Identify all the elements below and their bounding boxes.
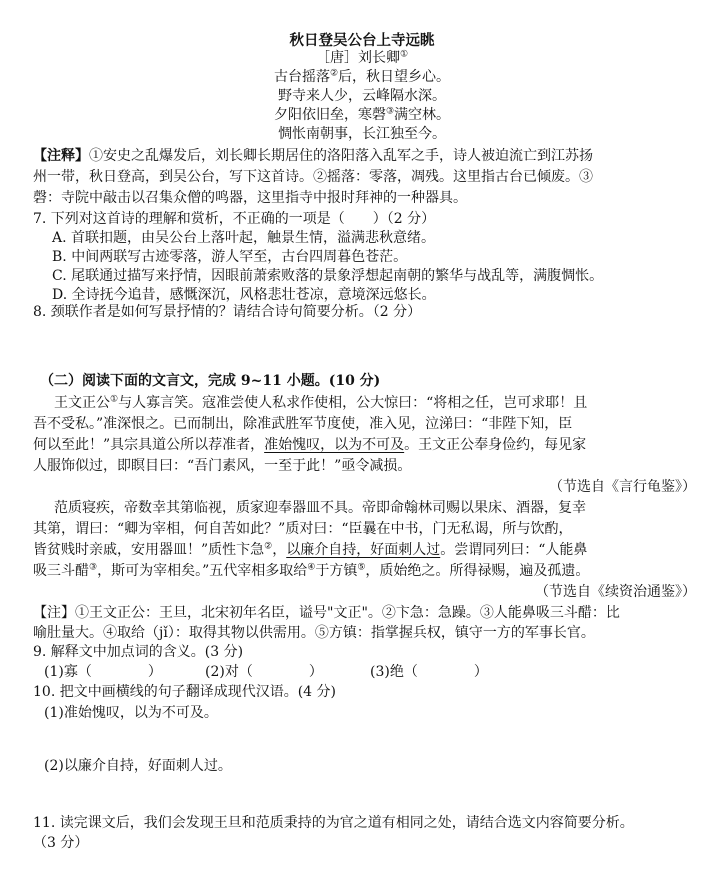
- question-11-line-2: （3 分）: [33, 835, 89, 851]
- passage-1-line-2: 吾不受私。”准深恨之。已而制出，除准武胜军节度使，准入见，泣涕曰：“非陛下知，臣: [33, 416, 573, 432]
- poem-line-2: 野寺来人少，云峰隔水深。: [278, 88, 446, 104]
- poem-notes-line-1: 【注释】①安史之乱爆发后，刘长卿长期居住的洛阳落入乱军之手，诗人被迫流亡到江苏扬: [33, 148, 593, 164]
- question-11-line-1: 11. 读完课文后，我们会发现王旦和范质秉持的为官之道有相同之处，请结合选文内容简要分析。: [33, 815, 634, 831]
- poem-line-4: 惆怅南朝事，长江独至今。: [278, 126, 446, 142]
- passage-1-line-1: 王文正公①与人寡言笑。寇准尝使人私求作使相，公大惊曰：“将相之任，岂可求耶！且: [54, 394, 588, 411]
- underlined-sentence-2: 以廉介自持，好面刺人过: [286, 542, 441, 558]
- question-8: 8. 颈联作者是如何写景抒情的？请结合诗句简要分析。（2 分）: [33, 304, 422, 320]
- question-9-item-2: (2)对（ ）: [205, 664, 323, 680]
- passage-1-line-3: 何以至此！”具宗具道公所以荐准者，准始愧叹，以为不可及。王文正公奉身俭约，每见家: [33, 437, 587, 453]
- passage-1-source: （节选自《言行龟鉴》）: [549, 479, 696, 495]
- question-7-option-b: B. 中间两联写古迹零落，游人罕至，古台四周暮色苍茫。: [52, 249, 408, 265]
- passage-2-source: （节选自《续资治通鉴》）: [535, 584, 696, 600]
- poem-line-3: 夕阳依旧垒，寒磬③满空林。: [273, 106, 451, 123]
- question-9-item-1: (1)寡（ ）: [44, 664, 162, 680]
- question-7-stem: 7. 下列对这首诗的理解和赏析，不正确的一项是（ ）（2 分）: [33, 211, 436, 227]
- poem-line-1: 古台摇落②后，秋日望乡心。: [273, 68, 451, 85]
- question-10-stem: 10. 把文中画横线的句子翻译成现代汉语。(4 分): [33, 684, 336, 700]
- question-7-option-a: A. 首联扣题，由吴公台上落叶起，触景生情，溢满悲秋意绪。: [52, 230, 436, 246]
- question-10-sentence-1: (1)准始愧叹，以为不可及。: [44, 705, 218, 721]
- question-7-option-d: D. 全诗抚今追昔，感慨深沉，风格悲壮苍凉，意境深远悠长。: [52, 287, 436, 303]
- passage-notes-line-2: 喻肚量大。④取给（jǐ）：取得其物以供需用。⑤方镇：指掌握兵权，镇守一方的军事长官。: [33, 625, 595, 641]
- question-9-item-3: (3)绝（ ）: [370, 664, 488, 680]
- question-9-stem: 9. 解释文中加点词的含义。(3 分): [33, 644, 244, 660]
- poem-notes-line-3: 磬：寺院中敲击以召集众僧的鸣器，这里指寺中报时拜神的一种器具。: [33, 190, 467, 206]
- poem-title: 秋日登吴公台上寺远眺: [289, 32, 435, 49]
- passage-1-line-4: 人服饰似过，即瞑目曰：“吾门素风，一至于此！”亟令减损。: [33, 458, 412, 474]
- poem-notes-line-2: 州一带，秋日登高，到吴公台，写下这首诗。②摇落：零落，凋残。这里指古台已倾废。③: [33, 169, 593, 185]
- passage-2-line-4: 吸三斗醋③，斯可为宰相矣。”五代宰相多取给④于方镇⑤，质始绝之。所得禄赐，遍及孤遗。: [33, 562, 590, 579]
- passage-notes-line-1: 【注】①王文正公：王旦，北宋初年名臣，谥号"文正"。②卞急：急躁。③人能鼻吸三斗醋：比: [33, 605, 620, 621]
- passage-2-line-2: 其第，谓曰：“卿为宰相，何自苦如此？”质对曰：“臣曩在中书，门无私谒，所与饮酌，: [33, 521, 573, 537]
- passage-2-line-3: 皆贫贱时亲戚，安用器皿！”质性卞急②，以廉介自持，好面刺人过。尝谓同列曰：“人能鼻: [33, 541, 588, 558]
- question-10-sentence-2: (2)以廉介自持，好面刺人过。: [44, 758, 232, 774]
- poem-author: ［唐］刘长卿①: [315, 49, 409, 66]
- passage-2-line-1: 范质寝疾，帝数幸其第临视，质家迎奉器皿不具。帝即命翰林司赐以果床、酒器，复幸: [54, 500, 586, 516]
- section-2-heading: （二）阅读下面的文言文，完成 9~11 小题。(10 分): [40, 373, 381, 389]
- question-7-option-c: C. 尾联通过描写来抒情，因眼前萧索败落的景象浮想起南朝的繁华与战乱等，满腹惆怅。: [52, 268, 604, 284]
- underlined-sentence-1: 准始愧叹，以为不可及: [264, 437, 405, 453]
